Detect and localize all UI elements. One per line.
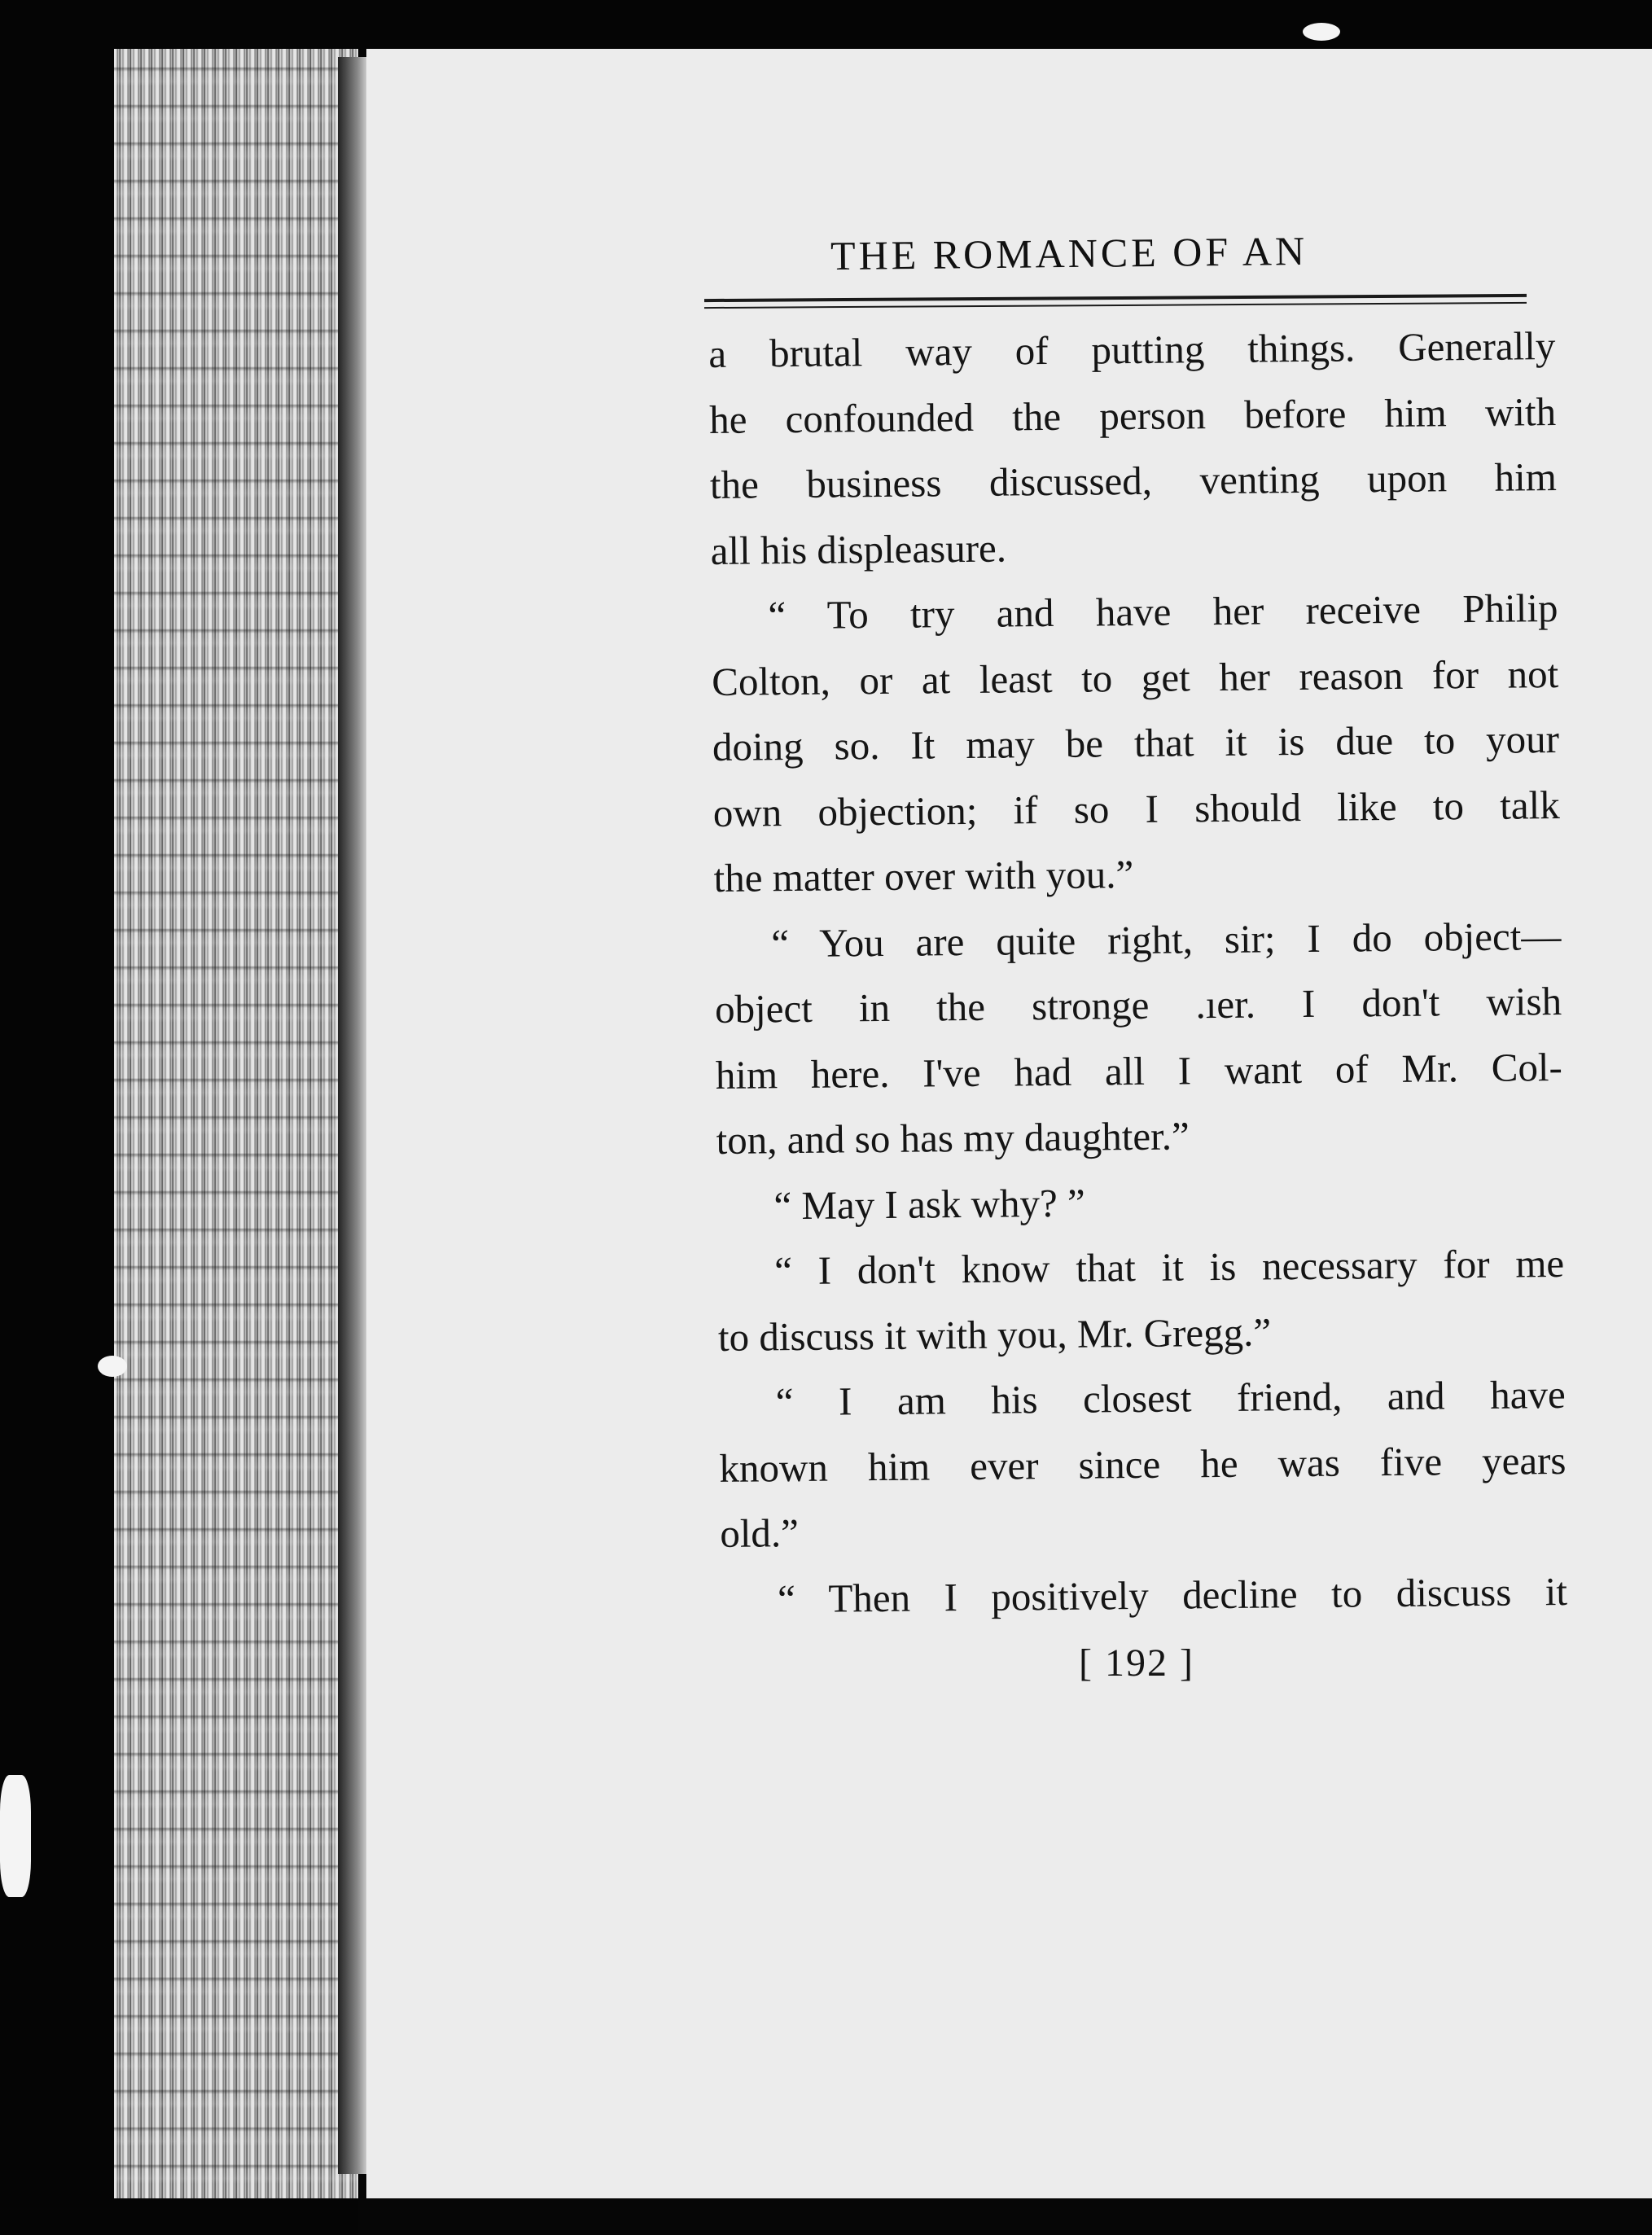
- page-number: [ 192 ]: [1079, 1641, 1194, 1685]
- paper-speck: [0, 1775, 31, 1897]
- text-line: a brutal way of putting things. Generally: [708, 323, 1556, 376]
- text-line: ton, and so has my daughter.”: [716, 1113, 1190, 1163]
- body-text: [708, 313, 1567, 1632]
- book-page-edges: [114, 49, 358, 2198]
- text-line: “ I am his closest friend, and have: [775, 1371, 1566, 1425]
- text-line: he confounded the person before him with: [708, 388, 1557, 442]
- text-line: Colton, or at least to get her reason for not: [711, 651, 1559, 704]
- text-line: all his displeasure.: [710, 525, 1007, 573]
- text-line: the matter over with you.”: [713, 852, 1134, 901]
- text-line: old.”: [720, 1510, 800, 1556]
- text-line: object in the stronge .ıer. I don't wish: [714, 978, 1562, 1032]
- gutter-shadow: [338, 57, 370, 2174]
- running-head: THE ROMANCE OF AN: [830, 227, 1308, 279]
- text-line: “ May I ask why? ”: [773, 1180, 1086, 1228]
- text-line: him here. I've had all I want of Mr. Col-: [715, 1044, 1563, 1098]
- paper-speck: [1303, 23, 1340, 41]
- text-line: to discuss it with you, Mr. Gregg.”: [717, 1308, 1272, 1360]
- text-line: the business discussed, venting upon him: [709, 454, 1558, 507]
- paper-speck: [98, 1356, 127, 1377]
- text-line: known him ever since he was five years: [719, 1437, 1567, 1491]
- text-line: “ To try and have her receive Philip: [768, 585, 1558, 638]
- text-line: “ I don't know that it is necessary for me: [773, 1240, 1565, 1294]
- bottom-shadow: [358, 2198, 1652, 2235]
- text-line: doing so. It may be that it is due to your: [712, 716, 1560, 769]
- text-line: “ Then I positively decline to discuss it: [777, 1568, 1568, 1621]
- text-line: “ You are quite right, sir; I do object—: [771, 913, 1562, 966]
- text-line: own objection; if so I should like to talk: [712, 782, 1561, 835]
